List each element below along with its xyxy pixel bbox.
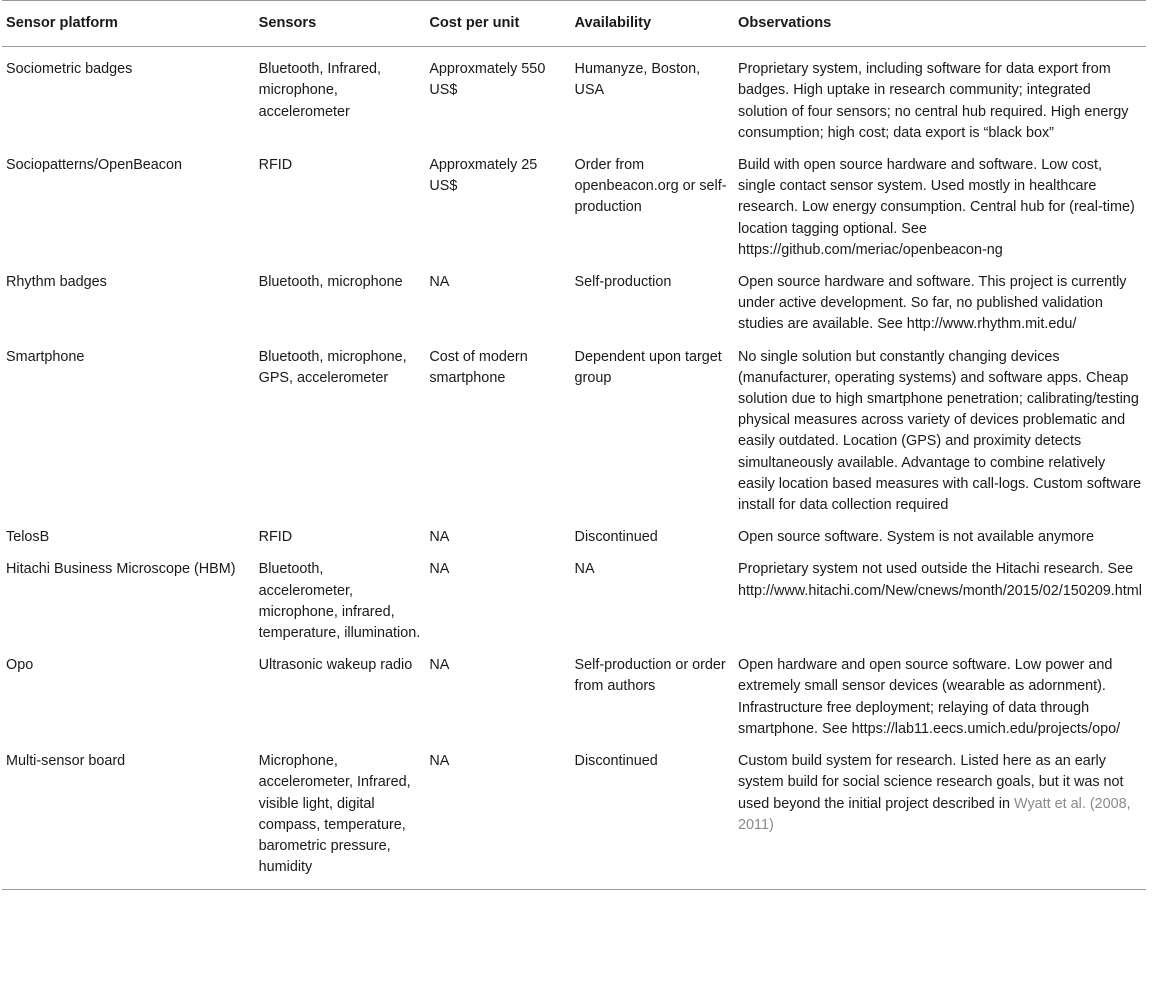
sensor-platform-table bbox=[2, 0, 1146, 890]
table-row bbox=[2, 649, 1146, 745]
table-row bbox=[2, 266, 1146, 341]
table-row bbox=[2, 341, 1146, 522]
sensors-cell: Bluetooth, Infrared, microphone, accelerometer bbox=[258, 61, 382, 120]
cost-cell: NA bbox=[429, 657, 450, 674]
header-cost-per-unit: Cost per unit bbox=[429, 15, 520, 31]
sensors-cell: Bluetooth, microphone bbox=[258, 274, 403, 291]
sensors-cell: RFID bbox=[258, 157, 293, 174]
header-sensors: Sensors bbox=[258, 15, 317, 31]
platform-cell: Sociometric badges bbox=[6, 61, 133, 78]
availability-cell: Order from openbeacon.org or self-production bbox=[574, 157, 727, 216]
observations-cell: Proprietary system, including software for data export from badges. High uptake in research community; integrated solution of four sensors; no central hub required. High energy consumption; high cost; data export is “black box” bbox=[738, 61, 1129, 141]
availability-cell: Dependent upon target group bbox=[574, 348, 722, 386]
sensors-cell: RFID bbox=[258, 529, 293, 546]
observations-text: Custom build system for research. Listed here as an early system build for social science research goals, but it was not used beyond the initial project described in bbox=[738, 753, 1124, 812]
sensors-cell: Microphone, accelerometer, Infrared, visible light, digital compass, temperature, barometric pressure, humidity bbox=[258, 753, 411, 876]
cost-cell: NA bbox=[429, 274, 450, 291]
platform-cell: Sociopatterns/OpenBeacon bbox=[6, 157, 183, 174]
platform-cell: Rhythm badges bbox=[6, 274, 107, 291]
cost-cell: NA bbox=[429, 753, 450, 770]
cost-cell: NA bbox=[429, 529, 450, 546]
observations-cell: Open hardware and open source software. Low power and extremely small sensor devices (wearable as adornment). Infrastructure free deployment; relaying of data through smartphone. See https://lab11.eecs.umich.edu/projects/opo/ bbox=[738, 657, 1121, 737]
platform-cell: TelosB bbox=[6, 529, 50, 546]
header-observations: Observations bbox=[738, 15, 832, 31]
header-row bbox=[2, 1, 1146, 47]
observations-cell: Open source software. System is not available anymore bbox=[738, 529, 1094, 546]
table-row bbox=[2, 745, 1146, 890]
cost-cell: Approxmately 25 US$ bbox=[429, 157, 538, 195]
availability-cell: Humanyze, Boston, USA bbox=[574, 61, 701, 99]
observations-cell: Open source hardware and software. This project is currently under active development. So far, no published validation studies are available. See http://www.rhythm.mit.edu/ bbox=[738, 274, 1127, 333]
cost-cell: Cost of modern smartphone bbox=[429, 348, 528, 386]
availability-cell: Self-production or order from authors bbox=[574, 657, 726, 695]
availability-cell: NA bbox=[574, 561, 595, 578]
sensors-cell: Bluetooth, accelerometer, microphone, infrared, temperature, illumination. bbox=[258, 561, 421, 642]
header-availability: Availability bbox=[574, 15, 652, 31]
observations-cell: No single solution but constantly changing devices (manufacturer, operating systems) and software apps. Cheap solution due to high smartphone penetration; calibrating/testing physical measures across variety of devices problematic and easily outdated. Location (GPS) and proximity detects simultaneously available. Advantage to combine relatively easily location based measures with call-logs. Custom software install for data collection required bbox=[738, 348, 1142, 514]
platform-cell: Multi-sensor board bbox=[6, 753, 126, 770]
table-row bbox=[2, 521, 1146, 553]
header-sensor-platform: Sensor platform bbox=[6, 15, 118, 31]
table-row bbox=[2, 553, 1146, 649]
observations-cell: Build with open source hardware and software. Low cost, single contact sensor system. Used mostly in healthcare research. Low energy consumption. Central hub for (real-time) location tagging optional. See https://github.com/meriac/openbeacon-ng bbox=[738, 157, 1135, 258]
availability-cell: Discontinued bbox=[574, 753, 658, 770]
availability-cell: Self-production bbox=[574, 274, 672, 291]
table-row bbox=[2, 149, 1146, 266]
cost-cell: Approxmately 550 US$ bbox=[429, 61, 546, 99]
sensors-cell: Bluetooth, microphone, GPS, accelerometer bbox=[258, 348, 407, 386]
observations-cell bbox=[734, 745, 1146, 890]
platform-cell: Hitachi Business Microscope (HBM) bbox=[6, 561, 236, 578]
sensors-cell: Ultrasonic wakeup radio bbox=[258, 657, 413, 674]
observations-cell: Proprietary system not used outside the Hitachi research. See http://www.hitachi.com/New/cnews/month/2015/02/150209.html bbox=[738, 561, 1142, 599]
table-body bbox=[2, 47, 1146, 890]
citation-link[interactable]: Wyatt et al. (2008, 2011) bbox=[738, 795, 1131, 833]
table-row bbox=[2, 47, 1146, 149]
cost-cell: NA bbox=[429, 561, 450, 578]
platform-cell: Smartphone bbox=[6, 348, 85, 365]
platform-cell: Opo bbox=[6, 657, 34, 674]
availability-cell: Discontinued bbox=[574, 529, 658, 546]
table-header bbox=[2, 1, 1146, 47]
